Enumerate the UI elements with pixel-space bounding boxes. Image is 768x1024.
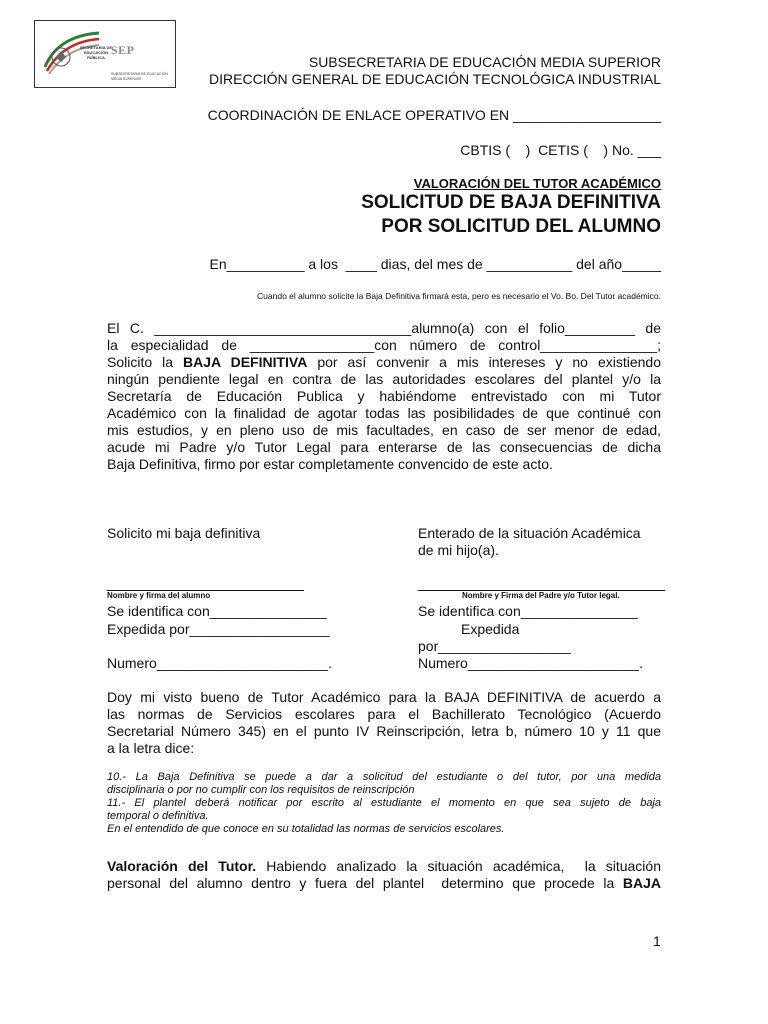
page-number: 1	[653, 933, 661, 949]
parent-signature-caption: Nombre y Firma del Padre y/o Tutor legal.	[462, 591, 620, 600]
rule-10: 10.- La Baja Definitiva se puede a dar a solicitud del estudiante o del tutor, por una medida	[107, 771, 661, 783]
subsecretaria-label: SUBSECRETARIA DE EDUCACIÓN MEDIA SUPERIOR	[111, 72, 168, 81]
valoracion-tutor-paragraph: Valoración del Tutor. Habiendo analizado la situación académica, la situación personal del alumno dentro y fuera del plantel determino que procede la BAJA	[107, 858, 661, 891]
request-line: la especialidad de ________________con número de control_______________;	[107, 337, 661, 353]
rules-closing: En el entendido de que conoce en su totalidad las normas de servicios escolares.	[107, 823, 505, 835]
request-line: Baja Definitiva, firmo por estar completamente convencido de este acto.	[107, 456, 553, 472]
note-vobo: Cuando el alumno solicite la Baja Definitiva firmará esta, pero es necesario el Vo. Bo. Del Tutor académico.	[257, 291, 661, 301]
parent-numero-field: Numero______________________.	[418, 655, 643, 671]
header-coordinacion: COORDINACIÓN DE ENLACE OPERATIVO EN ___________________	[207, 107, 661, 123]
sep-wordmark: SEP	[111, 43, 135, 57]
request-line: Académico con la finalidad de agotar todas las posibilidades de que continué con	[107, 405, 661, 421]
rule-11: 11.- El plantel deberá notificar por escrito al estudiante el momento en que sea sujeto de baja	[107, 797, 661, 809]
student-numero-field: Numero______________________.	[107, 655, 332, 671]
valoracion-tutor-heading: Valoración del Tutor.	[107, 858, 257, 874]
date-line: En__________ a los ____ dias, del mes de ___________ del año_____	[209, 256, 661, 272]
request-line: acude mi Padre y/o Tutor Legal para enterarse de las consecuencias de dicha	[107, 439, 661, 455]
student-expedida-field: Expedida por__________________	[107, 621, 330, 637]
rules-quote: 10.- La Baja Definitiva se puede a dar a solicitud del estudiante o del tutor, por una medida disciplinaria o por no cumplir con los requisitos de reinscripción 11.- El plantel deberá notificar por escrito al estudiante el momento en que sea sujeto de baja temporal o definitiva. En el entendido de que conoce en su totalidad las normas de servicios escolares.	[107, 771, 661, 835]
baja-definitiva-bold: BAJA DEFINITIVA	[183, 354, 308, 370]
header-subsecretaria: SUBSECRETARIA DE EDUCACIÓN MEDIA SUPERIOR	[308, 54, 661, 70]
request-line: El C. _________________________________alumno(a) con el folio_________ de	[107, 320, 661, 336]
parent-expedida-field: por_________________	[418, 638, 571, 654]
request-line: ningún pendiente legal en contra de las autoridades escolares del plantel y/o la	[107, 371, 661, 387]
parent-expedida-label: Expedida	[461, 621, 520, 637]
student-signature-title: Solicito mi baja definitiva	[107, 525, 261, 541]
sep-logo	[34, 20, 176, 88]
header-plantel: CBTIS ( ) CETIS ( ) No. ___	[460, 142, 661, 158]
parent-id-field: Se identifica con_______________	[418, 603, 638, 619]
request-paragraph	[107, 320, 661, 473]
vobo-paragraph: Doy mi visto bueno de Tutor Académico para la BAJA DEFINITIVA de acuerdo a las normas de Servicios escolares para el Bachillerato Tecnológico (Acuerdo Secretarial Número 345) en el punto IV Reinscripción, letra b, número 10 y 11 que a la letra dice:	[107, 689, 661, 756]
header-direccion: DIRECCIÓN GENERAL DE EDUCACIÓN TECNOLÓGICA INDUSTRIAL	[209, 71, 661, 87]
title-por-solicitud: POR SOLICITUD DEL ALUMNO	[381, 216, 661, 237]
title-valoracion: VALORACIÓN DEL TUTOR ACADÉMICO	[413, 176, 661, 191]
parent-signature-title: Enterado de la situación Académica de mi hijo(a).	[418, 525, 641, 558]
secretaria-label: SECRETARIA DE EDUCACIÓN PÚBLICA	[79, 45, 113, 60]
request-line: Secretaría de Educación Publica y habiéndome entrevistado con mi Tutor	[107, 388, 661, 404]
request-line: mis estudios, y en pleno uso de mis facultades, en caso de ser menor de edad,	[107, 422, 661, 438]
request-line: Solicito la BAJA DEFINITIVA por así convenir a mis intereses y no existiendo	[107, 354, 661, 370]
student-id-field: Se identifica con_______________	[107, 603, 327, 619]
title-solicitud: SOLICITUD DE BAJA DEFINITIVA	[361, 192, 661, 213]
student-signature-caption: Nombre y firma del alumno	[107, 591, 211, 600]
